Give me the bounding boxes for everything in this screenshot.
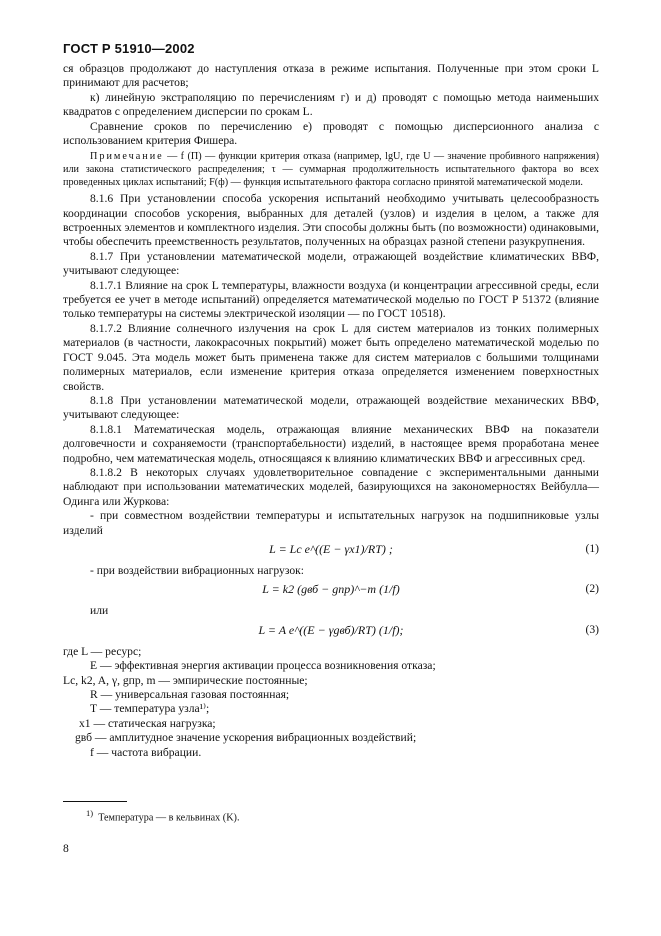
bullet-temperature-load: - при совместном воздействии температуры и испытательных нагрузок на подшипниковые узлы изделий (63, 509, 599, 537)
equation-1 (63, 538, 599, 564)
document-header: ГОСТ Р 51910—2002 (63, 41, 195, 56)
paragraph-comparison: Сравнение сроков по перечислению е) проводят с помощью дисперсионного анализа с использованием критерия Фишера. (63, 119, 599, 148)
paragraph-8-1-8-1: 8.1.8.1 Математическая модель, отражающая влияние механических ВВФ на показатели долговечности и сохраняемости (транспортабельности) изделий, в настоящее время проработана менее подробно, чем математическая модель, относящаяся к влиянию климатических ВВФ и агрессивных сред. (63, 422, 599, 465)
paragraph-8-1-8: 8.1.8 При установлении математической модели, отражающей воздействие механических ВВФ, учитывают следующее: (63, 393, 599, 422)
definitions-list (63, 645, 599, 760)
definition-item: T — температура узла¹⁾; (90, 702, 210, 716)
note-text: — f (П) — функции критерия отказа (например, lgU, где U — значение пробивного напряжения) или закона статистического распределения; τ — суммарная продолжительность испытательного фактора во всех проведенных циклах испытаний; F(ф) — функция испытательного фактора согласно принятой математической модели. (63, 151, 599, 188)
footnote-divider (63, 801, 127, 802)
equation-number: (1) (585, 541, 599, 555)
note-label: Примечание (90, 151, 164, 163)
paragraph-8-1-7-1: 8.1.7.1 Влияние на срок L температуры, влажности воздуха (и концентрации агрессивной среды, если требуется ее учет в методе испытаний) определяется математической моделью по ГОСТ Р 51372 (влияние только температуры на системы электрической изоляции — по ГОСТ 10518). (63, 278, 599, 321)
definition-item: x1 — статическая нагрузка; (79, 716, 216, 730)
definition-item: R — универсальная газовая постоянная; (90, 688, 290, 701)
or-word: или (90, 604, 109, 618)
definition-item: Lc, k2, A, γ, gпр, m — эмпирические постоянные; (63, 673, 308, 687)
definition-item: gвб — амплитудное значение ускорения вибрационных воздействий; (75, 731, 417, 745)
paragraph-continuation: ся образцов продолжают до наступления отказа в режиме испытания. Полученные при этом сроки L принимают для расчетов; (63, 62, 599, 90)
equation-number: (3) (585, 622, 599, 636)
footnote (86, 808, 240, 823)
paragraph-8-1-7: 8.1.7 При установлении математической модели, отражающей воздействие климатических ВВФ, учитывают следующее: (63, 249, 599, 278)
footnote-text: Температура — в кельвинах (K). (98, 812, 240, 824)
bullet-vibration: - при воздействии вибрационных нагрузок: (90, 563, 304, 577)
equation-formula: L = Lc e^((E − γx1)/RT) ; (269, 541, 393, 556)
definition-item: f — частота вибрации. (90, 745, 202, 759)
document-body (63, 62, 599, 760)
equation-3 (63, 619, 599, 645)
page-number: 8 (63, 842, 69, 855)
paragraph-8-1-8-2: 8.1.8.2 В некоторых случаях удовлетворительное совпадение с экспериментальными данными наблюдают при использовании математических моделей, базирующихся на закономерностях Вейбулла—Одинга или Журкова: (63, 465, 599, 508)
paragraph-item-k: к) линейную экстраполяцию по перечислениям г) и д) проводят с помощью метода наименьших квадратов с определением дисперсии по срокам L. (63, 90, 599, 119)
note (63, 151, 599, 189)
equation-number: (2) (585, 582, 599, 596)
paragraph-8-1-7-2: 8.1.7.2 Влияние солнечного излучения на срок L для систем материалов из тонких полимерных материалов (в частности, лакокрасочных покрытий) может быть определено математической моделью по ГОСТ 9.045. Эта модель может быть применена также для систем материалов с большими толщинами полимерных материалов, если изменение критерия отказа определяется изменением поверхностных свойств. (63, 321, 599, 393)
paragraph-8-1-6: 8.1.6 При установлении способа ускорения испытаний необходимо учитывать целесообразность координации способов ускорения, выбранных для деталей (узлов) и изделия в целом, а также для встроенных элементов и комплектного изделия. Эти способы должны быть (по возможности) одинаковыми, чтобы обеспечить преемственность результатов, полученных на образцах разной степени разукрупнения. (63, 192, 599, 249)
equation-formula: L = k2 (gвб − gпр)^−m (1/f) (262, 582, 400, 597)
definition-item: E — эффективная энергия активации процесса возникновения отказа; (90, 659, 436, 673)
definition-intro: где L — ресурс; (63, 644, 142, 658)
equation-2 (63, 578, 599, 604)
footnote-mark: 1) (86, 808, 94, 818)
equation-formula: L = A e^((E − γgвб)/RT) (1/f); (258, 622, 404, 637)
